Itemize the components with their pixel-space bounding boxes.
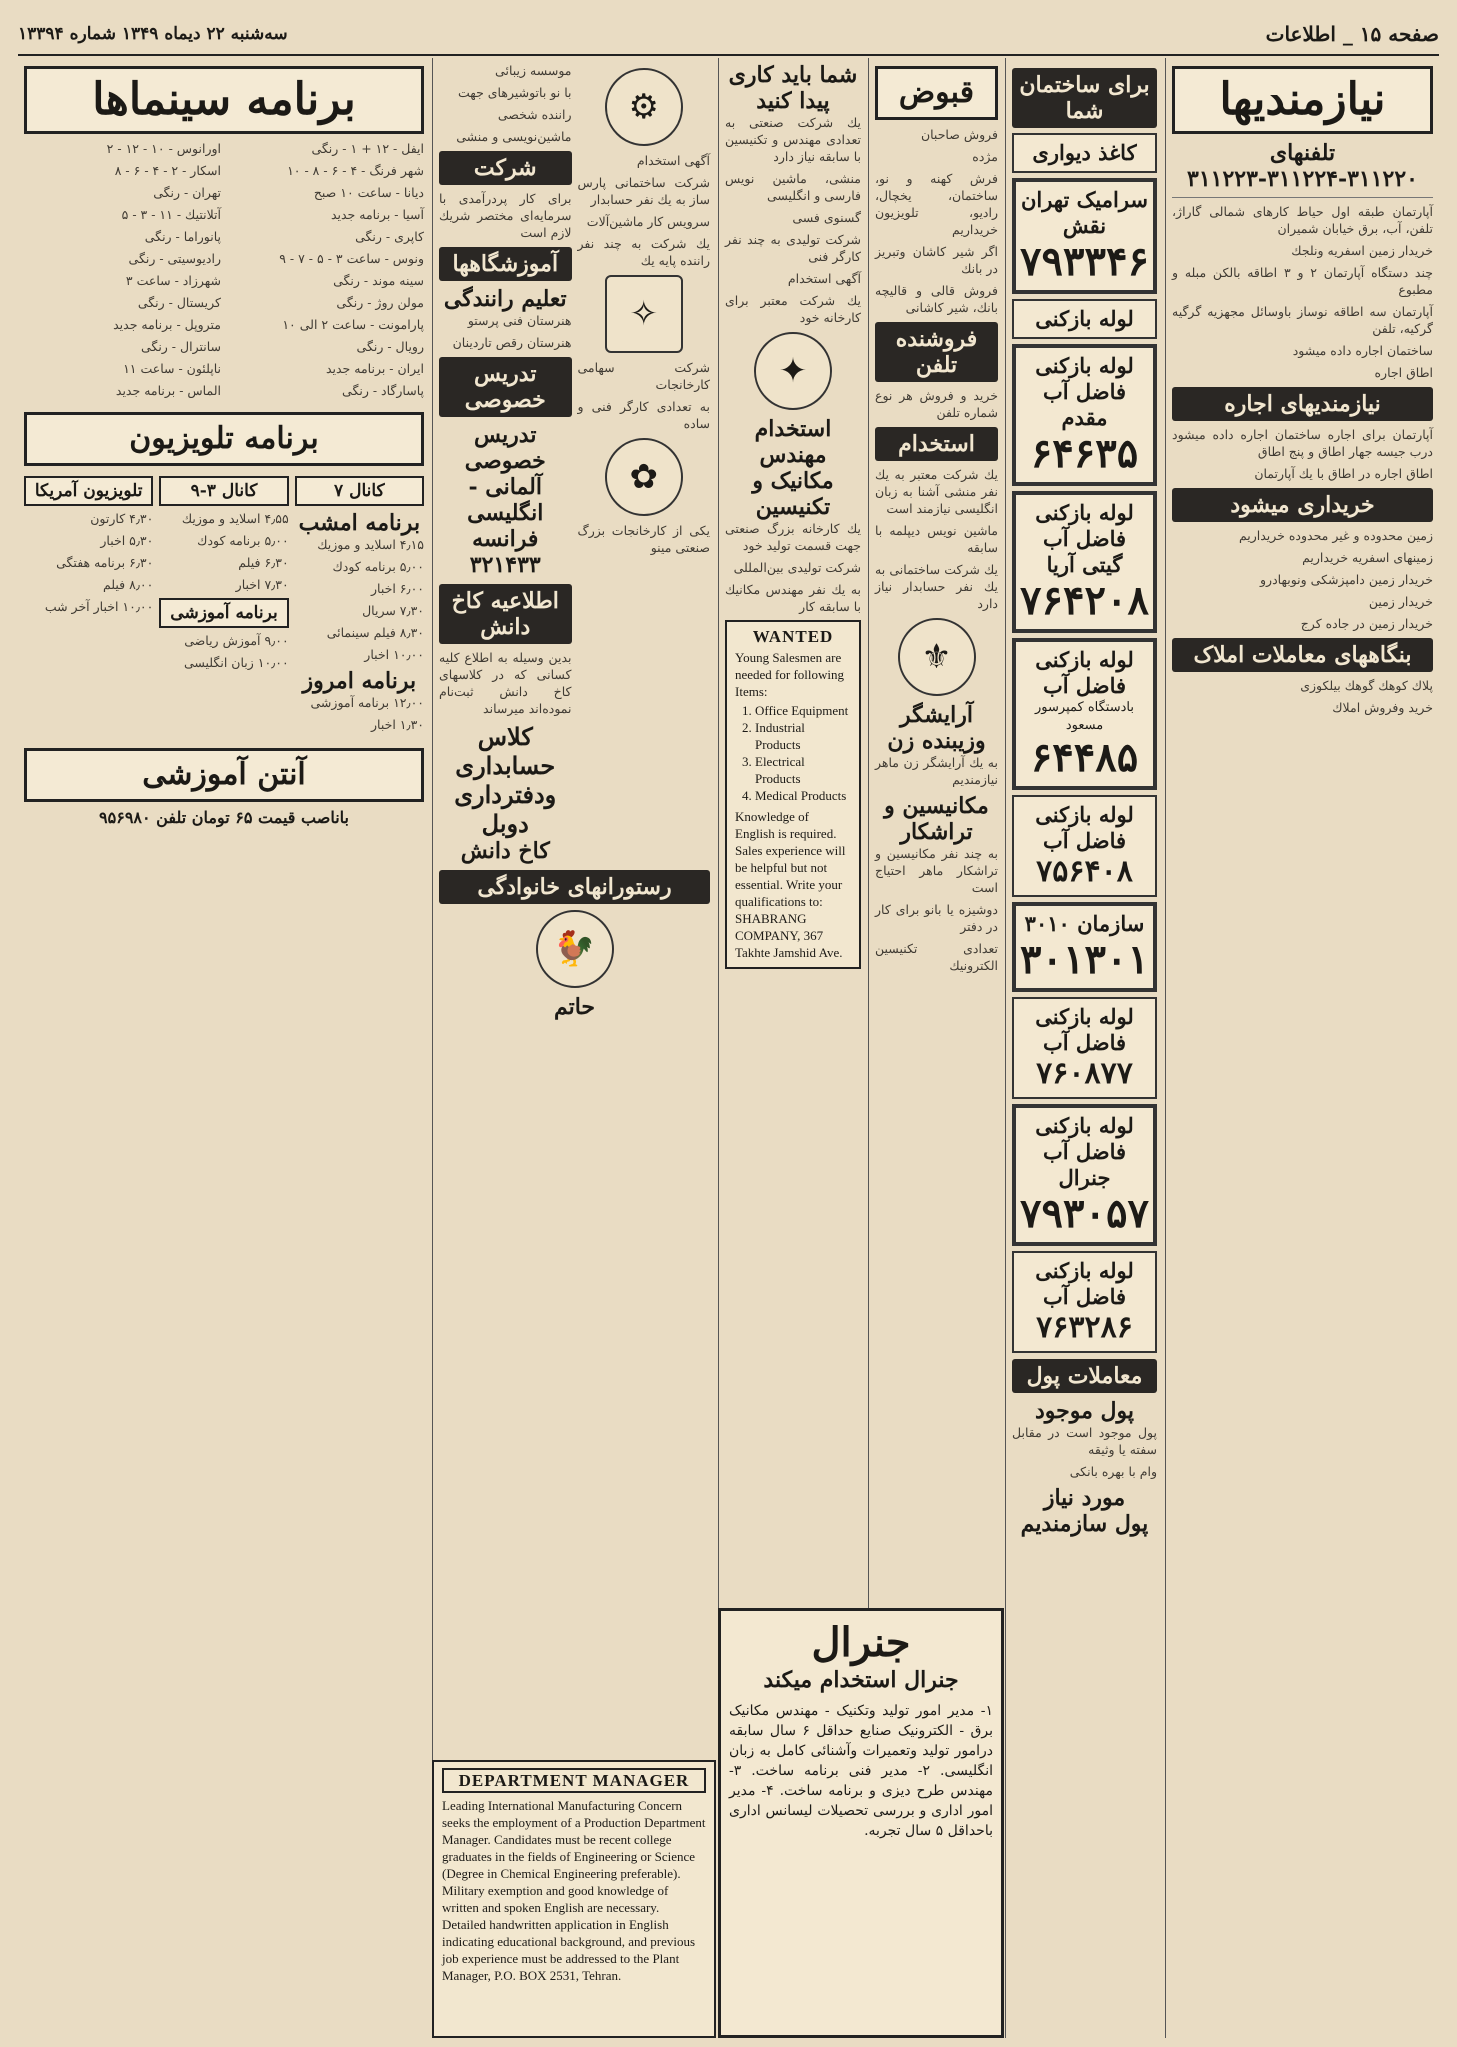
hire-2-title: استخدام مهندس مکانیک و تکنیسین [752, 416, 834, 520]
pipe-7-phone: ۷۶۳۲۸۶ [1036, 1310, 1133, 1345]
mechanic-ad: مکانیسین و تراشکار [884, 793, 989, 845]
shops-right-body-2: شرکت سهامی کارخانجات به تعدادی کارگر فنی و ساده [577, 360, 710, 431]
money-header: مورد نیاز [1043, 1485, 1126, 1511]
pipe-5-phone: ۳۰۱۳۰۱ [1020, 936, 1149, 983]
pipe-title: لوله بازکنی [1035, 306, 1134, 331]
deals-section-header: بنگاههای معاملات املاک [1172, 638, 1433, 672]
buying-section-header: خریداری میشود [1172, 488, 1433, 522]
buying-body: زمین محدوده و غیر محدوده خریداریم زمینهای اسفریه خریداریم خریدار زمین دامپزشکی ونوبهادرو خریدار زمین خریدار زمین در جاده کرج [1238, 528, 1433, 631]
accounting-title: کلاس حسابداری ودفترداری دوبل [454, 722, 557, 838]
wanted-item: 2. Industrial Products [755, 719, 851, 753]
department-heading: DEPARTMENT MANAGER [442, 1768, 706, 1793]
wanted-ad [725, 620, 861, 969]
rent-body: آپارتمان برای اجاره ساختمان اجاره داده میشود درب جیسه جهار اطاق و پنج اطاق اطاق اجاره در اطاق با یك آپارتمان [1172, 427, 1433, 481]
wanted-heading: WANTED [752, 627, 834, 646]
private-sub: تدریس خصوصی آلمانی - انگلیسی فرانسه [464, 422, 546, 552]
needs-title: نیازمندیها [1172, 66, 1433, 134]
antenna-title: آنتن آموزشی [24, 748, 424, 802]
page-label: صفحه ۱۵ _ اطلاعات [1265, 22, 1439, 46]
jobs-body: یك شرکت صنعتی به تعدادی مهندس و تکنیسین با سابقه نیاز دارد منشی، ماشین نویس فارسی و انگلیسی گسنوی فسی شرکت تولیدی به چند نفر کارگر فنی آگهی استخدام یك شرکت معتبر برای کارخانه خود [725, 115, 861, 325]
knowledge-header: اطلاعیه کاخ دانش [439, 584, 572, 644]
qobooz-header: قبوض [875, 66, 998, 120]
pipe-5-ad [1012, 902, 1157, 992]
general-ad [718, 1608, 1004, 2038]
qobooz-body: فروش صاحبان مژده فرش کهنه و نو، ساختمان، یخچال، رادیو، تلویزیون خریداریم اگر شیر کاشان وتبریز در بانك فروش قالی و قالیچه بانك، شیر کاشانی [875, 127, 998, 315]
issue-date: سه‌شنبه ۲۲ دیماه ۱۳۴۹ شماره ۱۳۳۹۴ [18, 24, 288, 44]
hire-2-body: یك کارخانه بزرگ صنعتی جهت قسمت تولید خود شرکت تولیدی بین‌المللی به یك نفر مهندس مکانیك با سابقه کار [725, 521, 861, 614]
pipe-general-ad [1012, 1104, 1157, 1246]
wanted-body: Knowledge of English is required. Sales experience will be helpful but not essential. Write your qualifications to: SHABRANG COMPANY, 367 Takhte Jamshid Ave. [735, 809, 846, 960]
needs-column [1165, 58, 1439, 2038]
us-tv-header: تلویزیون آمریکا [24, 476, 153, 506]
school-header: برنامه آموزشی [159, 598, 288, 628]
pipe-6-ad [1012, 997, 1157, 1099]
ceramic-phone: ۷۹۳۳۴۶ [1020, 238, 1149, 285]
pipe-giti-ad [1012, 491, 1157, 633]
wanted-item: 4. Medical Products [755, 787, 851, 804]
pipe-giti-title: لوله بازکنی فاضل آب گیتی آریا [1035, 500, 1134, 577]
pipe-4-title: لوله بازکنی فاضل آب [1035, 802, 1134, 853]
knowledge-body: بدین وسیله به اطلاع کلیه کسانی که در کلاسهای کاخ دانش ثبت‌نام نموده‌اند میرساند [439, 650, 572, 716]
ceramic-ad [1012, 178, 1157, 294]
rent-section-header: نیازمندیهای اجاره [1172, 387, 1433, 421]
family-name: حاتم [553, 994, 596, 1020]
pipe-masoud-ad [1012, 638, 1157, 790]
pipe-general-title: لوله بازکنی فاضل آب جنرال [1035, 1113, 1134, 1190]
masthead [18, 14, 1439, 56]
building-column [1005, 58, 1163, 2038]
channel-9-body: ۴٫۵۵ اسلاید و موزیك ۵٫۰۰ برنامه کودك ۶٫۳۰ فیلم ۷٫۳۰ اخبار [181, 511, 289, 592]
shops-column [432, 58, 716, 2038]
cinema-title: برنامه سینماها [24, 66, 424, 134]
building-header: برای ساختمان شما [1012, 68, 1157, 128]
wallpaper-title: کاغذ دیواری [1032, 140, 1137, 165]
money-sub: پول سازمندیم [1020, 1511, 1149, 1537]
family-header: رستورانهای خانوادگی [439, 870, 710, 904]
wanted-item: 3. Electrical Products [755, 753, 851, 787]
rubber-header: شرکت [439, 151, 572, 185]
phone-sale-header: فروشنده تلفن [875, 322, 998, 382]
pipe-4-phone: ۷۵۶۴۰۸ [1036, 854, 1133, 889]
channel-9-header: کانال ۳-۹ [159, 476, 288, 506]
finance-sub: پول موجود [1034, 1398, 1135, 1424]
mechanic-body: به چند نفر مکانیسین و تراشکار ماهر احتیاج است دوشیزه یا بانو برای کار در دفتر تعدادی تکنیسین الکترونیك [875, 846, 998, 973]
emblem-icon: ⚜ [898, 618, 976, 696]
channel-7-body: ۴٫۱۵ اسلاید و موزیك ۵٫۰۰ برنامه کودك ۶٫۰۰ اخبار ۷٫۳۰ سریال ۸٫۳۰ فیلم سینمائی ۱۰٫۰۰ اخبار [317, 537, 424, 662]
mino-body: یکی از کارخانجات بزرگ صنعتی مینو [577, 523, 710, 555]
schools-body: هنرستان فنی پرستو هنرستان رقص تاردینان [452, 313, 572, 350]
pipe-mahdavi-phone: ۶۴۶۳۵ [1030, 430, 1139, 477]
wallpaper-ad [1012, 133, 1157, 173]
rooster-icon: 🐓 [536, 910, 614, 988]
company-logo-icon: ✦ [754, 332, 832, 410]
pipe-mahdavi-title: لوله بازکنی فاضل آب مقدم [1035, 353, 1134, 430]
school-body: ۹٫۰۰ آموزش ریاضی ۱۰٫۰۰ زبان انگلیسی [183, 633, 289, 670]
ceramic-title: سرامیک تهران نقش [1020, 187, 1149, 238]
pipe-ad [1012, 299, 1157, 339]
finance-body: پول موجود است در مقابل سفته یا وثیقه وام با بهره بانکی [1012, 1425, 1157, 1479]
pipe-masoud-phone: ۶۴۴۸۵ [1030, 734, 1139, 781]
today-header: برنامه امروز [302, 668, 417, 694]
factory-logo-icon: ✧ [605, 275, 683, 353]
department-manager-ad [432, 1760, 716, 2038]
finance-header: معاملات پول [1012, 1359, 1157, 1393]
barber-body: به یك آرایشگر زن ماهر نیازمندیم [875, 755, 998, 787]
shops-left-body: موسسه زیبائی با نو باتوشیرهای جهت راننده شخصی ماشین‌نویسی و منشی [456, 63, 572, 144]
tv-title: برنامه تلویزیون [24, 412, 424, 466]
jobs-title: شما باید کاری پیدا کنید [728, 62, 858, 114]
barber-ad: آرایشگر وزیبنده زن [887, 702, 986, 754]
tonight-header: برنامه امشب [298, 510, 421, 536]
private-header: تدریس خصوصی [439, 357, 572, 417]
wanted-lead: Young Salesmen are needed for following Items: [735, 650, 845, 699]
pipe-6-title: لوله بازکنی فاضل آب [1035, 1004, 1134, 1055]
wanted-items [755, 702, 851, 804]
gear-logo-icon: ⚙ [605, 68, 683, 146]
antenna-sub: باناصب قیمت ۶۵ تومان تلفن ۹۵۶۹۸۰ [99, 808, 349, 827]
cinema-listing-right: ایفل - ۱۲ + ۱ - رنگی شهر فرنگ - ۴ - ۶ - ۸ - ۱۰ دیانا - ساعت ۱۰ صبح آسیا - برنامه جدید کاپری - رنگی ونوس - ساعت ۳ - ۵ - ۷ - ۹ سینه موند - رنگی مولن روژ - رنگی پارامونت - ساعت ۲ الی ۱۰ رویال - رنگی ایران - برنامه جدید پاسارگاد - رنگی [279, 141, 424, 398]
needs-body: آپارتمان طبقه اول حیاط کارهای شمالی گاراژ، تلفن، آب، برق خیابان شمیران خریدار زمین اسفریه ونلجك چند دستگاه آپارتمان ۲ و ۳ اطاقه بالکن مبله و مطبوع آپارتمان سه اطاقه نوساز باوسائل مجهزیه گرگیه گرکیه، تلفن ساختمان اجاره داده میشود اطاق اجاره [1172, 204, 1433, 380]
general-title: جنرال [811, 1619, 911, 1666]
pipe-7-ad [1012, 1251, 1157, 1353]
tv-grid [24, 472, 424, 738]
wanted-item: 1. Office Equipment [755, 702, 851, 719]
general-body: ۱- مدیر امور تولید وتکنیک - مهندس مکانیک برق - الکترونیک صنایع حداقل ۶ سال سابقه درامور تولید وتعمیرات وآشنائی کامل به زبان انگلیسی. ۲- مدیر فنی برنامه ساخت. ۳- مهندس طرح دیزی و برنامه ساخت. ۴- مدیر امور اداری و بررسی تحصیلات لیسانس اداری باحداقل ۵ سال تجربه. [729, 1703, 993, 1839]
kakh-title: کاخ دانش [460, 838, 550, 864]
hire-body: یك شرکت معتبر به یك نفر منشی آشنا به زبان انگلیسی نیازمند است ماشین نویس دیپلمه با سابقه یك شرکت ساختمانی به یك نفر حسابدار نیاز دارد [875, 467, 998, 611]
us-tv-body: ۴٫۳۰ کارتون ۵٫۳۰ اخبار ۶٫۳۰ برنامه هفتگی ۸٫۰۰ فیلم ۱۰٫۰۰ اخبار آخر شب [44, 511, 154, 614]
pipe-giti-phone: ۷۶۴۲۰۸ [1020, 577, 1149, 624]
pipe-masoud-sub: بادستگاه کمپرسور مسعود [1035, 700, 1134, 733]
schools-header: آموزشگاهها [439, 247, 572, 281]
cinema-listing-left: اورانوس - ۱۰ - ۱۲ - ۲ اسکار - ۲ - ۴ - ۶ - ۸ تهران - رنگی آتلانتیك - ۱۱ - ۳ - ۵ پانوراما - رنگی رادیوسیتی - رنگی شهرزاد - ساعت ۳ کریستال - رنگی متروپل - برنامه جدید سانترال - رنگی ناپلئون - ساعت ۱۱ الماس - برنامه جدید [106, 141, 221, 398]
mino-logo-icon: ✿ [605, 438, 683, 516]
needs-phones: تلفنهای ۳۱۱۲۲۰-۳۱۱۲۲۴-۳۱۱۲۲۳ [1187, 140, 1418, 192]
phone-sale-body: خرید و فروش هر نوع شماره تلفن [875, 388, 998, 420]
cinema-column [18, 58, 430, 2038]
pipe-mahdavi-ad [1012, 344, 1157, 486]
pipe-4-ad [1012, 795, 1157, 897]
pipe-5-title: سازمان ۳۰۱۰ [1024, 911, 1145, 936]
pipe-general-phone: ۷۹۳۰۵۷ [1020, 1190, 1149, 1237]
hire-header: استخدام [875, 427, 998, 461]
schools-sub: تعلیم رانندگی [443, 286, 567, 312]
pipe-7-title: لوله بازکنی فاضل آب [1035, 1258, 1134, 1309]
deals-body: پلاك کوهك گوهك بیلکوزی خرید وفروش املاك [1300, 678, 1433, 715]
channel-7-header: کانال ۷ [295, 476, 424, 506]
pipe-6-phone: ۷۶۰۸۷۷ [1036, 1056, 1133, 1091]
pipe-masoud-title: لوله بازکنی فاضل آب [1035, 647, 1134, 698]
department-body: Leading International Manufacturing Concern seeks the employment of a Production Department Manager. Candidates must be recent college graduates in the fields of Engineering or Science (Degree in Chemical Engineering preferable). Military exemption and good knowledge of written and spoken English are necessary. Detailed handwritten application in English indicating educational background, and previous job experience must be addressed to the Plant Manager, P.O. BOX 2531, Tehran. [442, 1798, 706, 1983]
private-phone: ۳۲۱۴۳۳ [469, 552, 541, 578]
today-body: ۱۲٫۰۰ برنامه آموزشی ۱٫۳۰ اخبار [310, 695, 424, 732]
general-sub: جنرال استخدام میکند [763, 1667, 959, 1693]
rubber-body: برای کار پردرآمدی با سرمایه‌ای مختصر شریك لازم است [439, 191, 572, 240]
shops-right-body: آگهی استخدام شرکت ساختمانی پارس ساز به یك نفر حسابدار سرویس کار ماشین‌آلات یك شرکت به چند نفر راننده پایه یك [577, 153, 710, 268]
